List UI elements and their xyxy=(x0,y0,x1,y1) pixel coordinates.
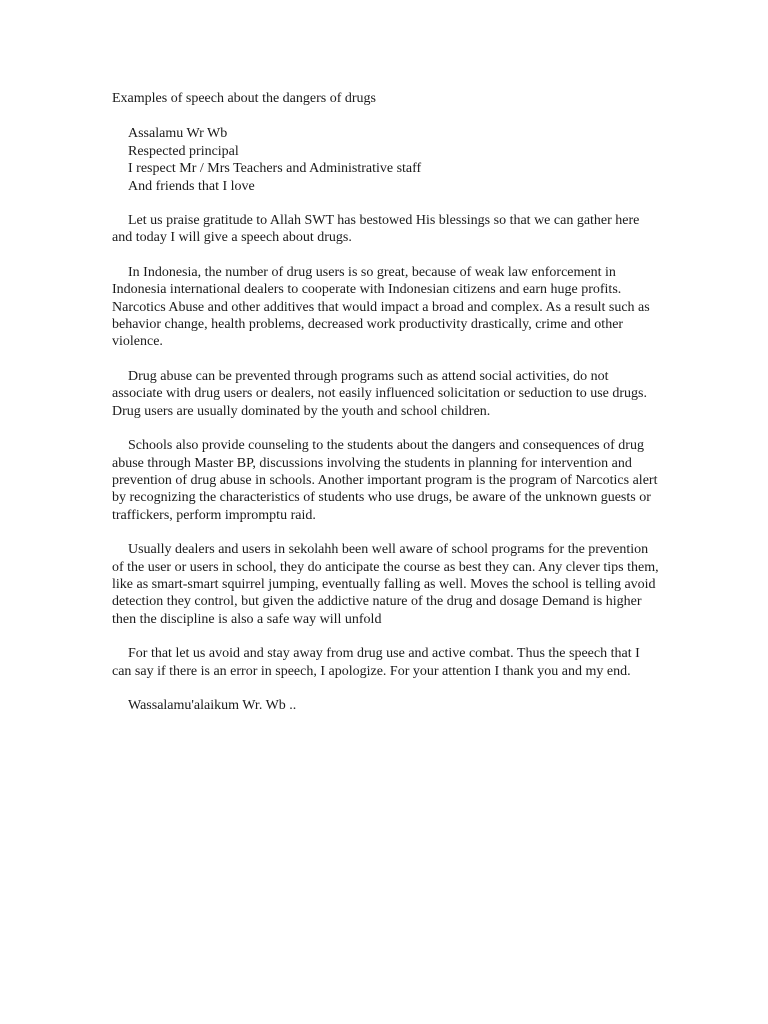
paragraph-schools: Schools also provide counseling to the students about the dangers and consequences of drug abuse through Master BP, discussions involving the students in planning for intervention and prevention of drug abuse in schools. Another important program is the program of Narcotics alert by recognizing the characteristics of students who use drugs, be aware of the unknown guests or traffickers, perform impromptu raid. xyxy=(112,438,658,523)
document-page xyxy=(112,90,660,714)
greeting-line: And friends that I love xyxy=(128,178,255,194)
paragraph-indonesia: In Indonesia, the number of drug users is so great, because of weak law enforcement in Indonesia international dealers to cooperate with Indonesian citizens and earn huge profits. Narcotics Abuse and other additives that would impact a broad and complex. As a result such as behavior change, health problems, decreased work productivity drastically, crime and other violence. xyxy=(112,264,650,350)
greeting-line: I respect Mr / Mrs Teachers and Administrative staff xyxy=(128,161,422,177)
closing-salutation: Wassalamu'alaikum Wr. Wb .. xyxy=(128,697,297,713)
greeting-line: Assalamu Wr Wb xyxy=(128,126,228,142)
greeting-list xyxy=(112,125,660,195)
greeting-line: Respected principal xyxy=(128,143,239,159)
paragraph-dealers: Usually dealers and users in sekolahh been well aware of school programs for the prevention of the user or users in school, they do anticipate the course as best they can. Any clever tips them, like as smart-smart squirrel jumping, eventually falling as well. Moves the school is telling avoid detection they control, but given the addictive nature of the drug and dosage Demand is higher then the discipline is also a safe way will unfold xyxy=(112,542,659,627)
document-title: Examples of speech about the dangers of drugs xyxy=(112,91,376,106)
paragraph-prevention: Drug abuse can be prevented through programs such as attend social activities, do not associate with drug users or dealers, not easily influenced solicitation or seduction to use drugs. Drug users are usually dominated by the youth and school children. xyxy=(112,368,647,419)
paragraph-conclusion: For that let us avoid and stay away from drug use and active combat. Thus the speech that I can say if there is an error in speech, I apologize. For your attention I thank you and my end. xyxy=(112,646,640,679)
paragraph-intro: Let us praise gratitude to Allah SWT has bestowed His blessings so that we can gather here and today I will give a speech about drugs. xyxy=(112,213,640,246)
